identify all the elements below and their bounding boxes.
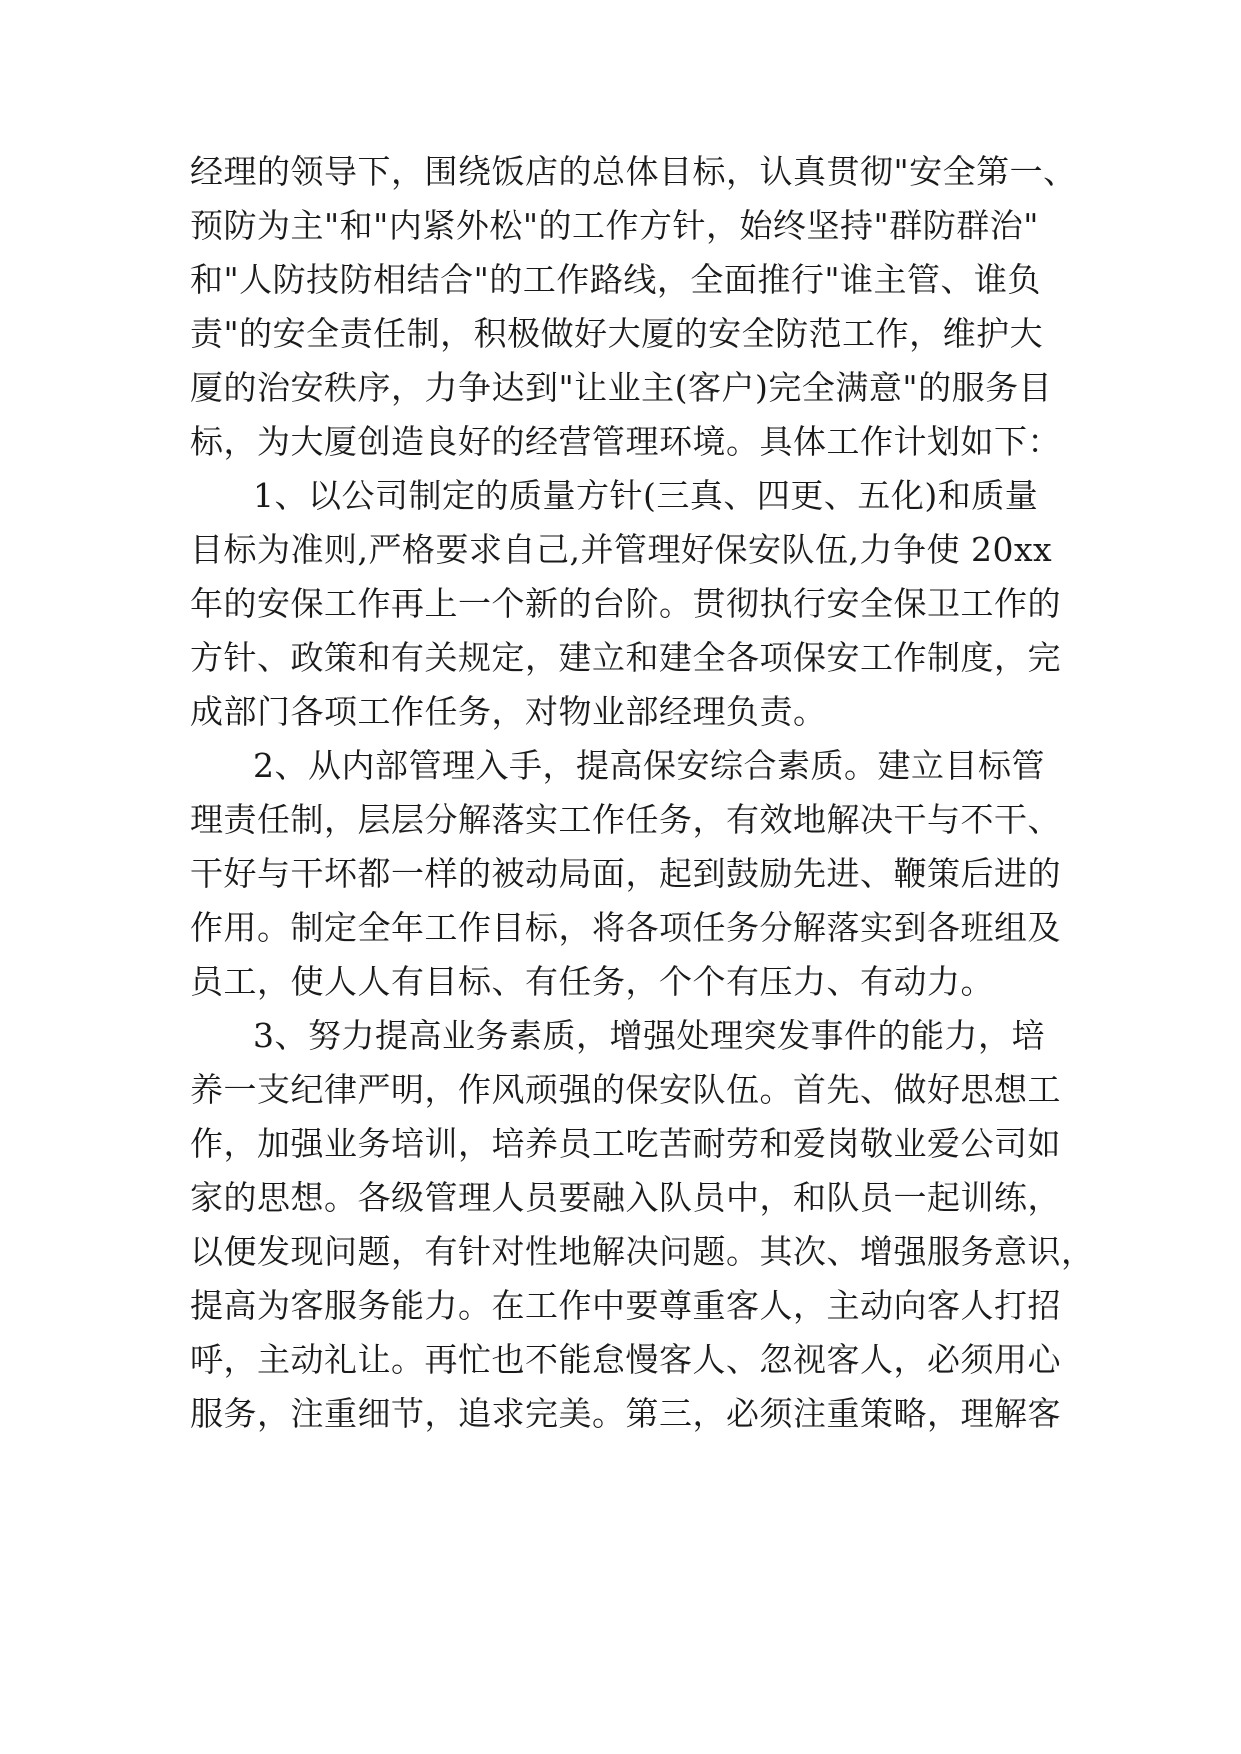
text-line: 经理的领导下，围绕饭店的总体目标，认真贯彻"安全第一、 xyxy=(190,152,1077,191)
text-line: 服务，注重细节，追求完美。第三，必须注重策略，理解客 xyxy=(190,1394,1061,1433)
text-line: 养一支纪律严明，作风顽强的保安队伍。首先、做好思想工 xyxy=(190,1070,1061,1109)
text-line: 目标为准则,严格要求自己,并管理好保安队伍,力争使 20xx xyxy=(190,530,1053,569)
text-line: 成部门各项工作任务，对物业部经理负责。 xyxy=(190,692,827,731)
paragraph-start-line: 1、以公司制定的质量方针(三真、四更、五化)和质量 xyxy=(253,476,1039,515)
text-line: 以便发现问题，有针对性地解决问题。其次、增强服务意识， xyxy=(190,1232,1095,1271)
text-line: 作，加强业务培训，培养员工吃苦耐劳和爱岗敬业爱公司如 xyxy=(190,1124,1061,1163)
text-line: 呼，主动礼让。再忙也不能怠慢客人、忽视客人，必须用心 xyxy=(190,1340,1061,1379)
text-line: 作用。制定全年工作目标，将各项任务分解落实到各班组及 xyxy=(190,908,1061,947)
text-line: 干好与干坏都一样的被动局面，起到鼓励先进、鞭策后进的 xyxy=(190,854,1061,893)
text-line: 和"人防技防相结合"的工作路线，全面推行"谁主管、谁负 xyxy=(190,260,1042,299)
text-line: 提高为客服务能力。在工作中要尊重客人，主动向客人打招 xyxy=(190,1286,1061,1325)
text-line: 标，为大厦创造良好的经营管理环境。具体工作计划如下： xyxy=(190,422,1061,461)
text-line: 理责任制，层层分解落实工作任务，有效地解决干与不干、 xyxy=(190,800,1061,839)
text-line: 预防为主"和"内紧外松"的工作方针，始终坚持"群防群治" xyxy=(190,206,1039,245)
text-line: 家的思想。各级管理人员要融入队员中，和队员一起训练， xyxy=(190,1178,1061,1217)
text-line: 厦的治安秩序，力争达到"让业主(客户)完全满意"的服务目 xyxy=(190,368,1053,407)
paragraph-start-line: 2、从内部管理入手，提高保安综合素质。建立目标管 xyxy=(253,746,1045,785)
text-line: 责"的安全责任制，积极做好大厦的安全防范工作，维护大 xyxy=(190,314,1044,353)
text-line: 年的安保工作再上一个新的台阶。贯彻执行安全保卫工作的 xyxy=(190,584,1061,623)
text-line: 方针、政策和有关规定，建立和建全各项保安工作制度，完 xyxy=(190,638,1061,677)
text-line: 员工，使人人有目标、有任务，个个有压力、有动力。 xyxy=(190,962,994,1001)
paragraph-start-line: 3、努力提高业务素质，增强处理突发事件的能力，培 xyxy=(253,1016,1045,1055)
